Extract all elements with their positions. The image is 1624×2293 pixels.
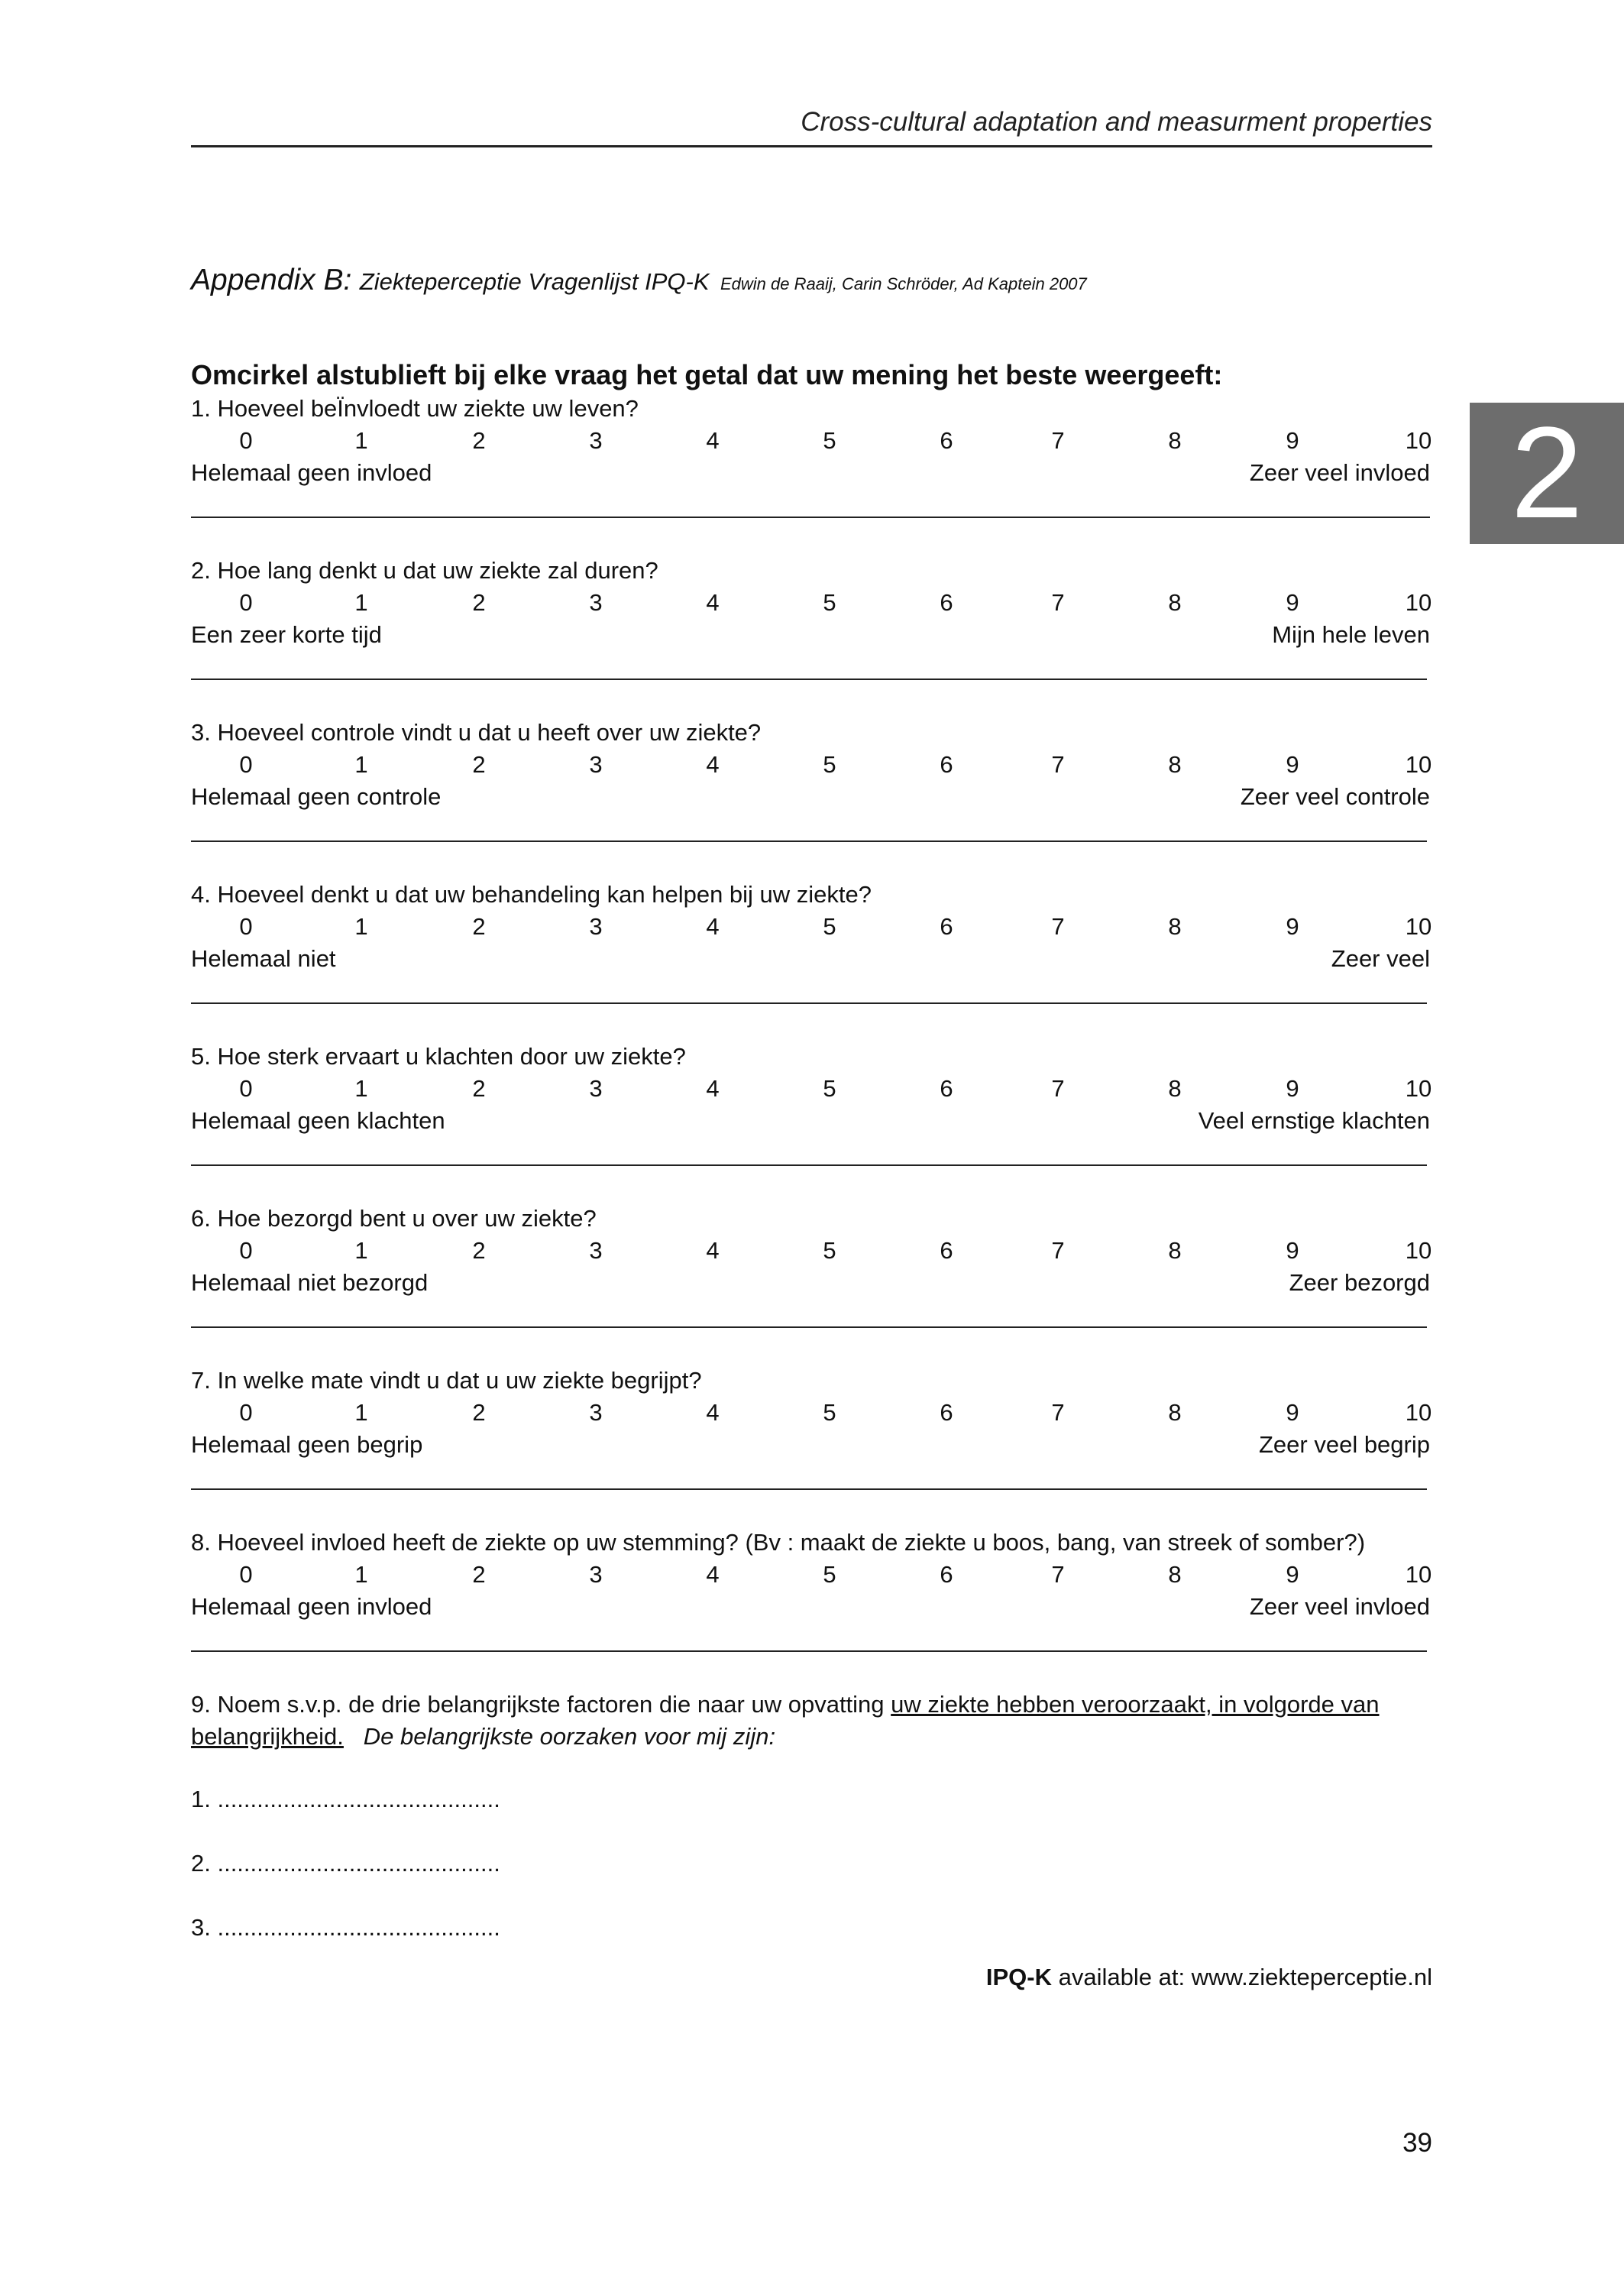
answer-line-3[interactable]: 3. ........................................... xyxy=(191,1914,500,1941)
scale-anchors xyxy=(191,781,1432,813)
scale-option-9[interactable]: 9 xyxy=(1286,1075,1299,1102)
question-divider xyxy=(191,840,1427,842)
low-anchor: Een zeer korte tijd xyxy=(191,621,382,648)
scale-anchors xyxy=(191,1105,1432,1137)
scale-option-4[interactable]: 4 xyxy=(706,913,720,940)
scale-option-8[interactable]: 8 xyxy=(1168,427,1182,454)
question-text: 3. Hoeveel controle vindt u dat u heeft over uw ziekte? xyxy=(191,719,762,746)
scale-option-3[interactable]: 3 xyxy=(589,913,603,940)
scale-option-5[interactable]: 5 xyxy=(823,1561,836,1588)
scale-anchors xyxy=(191,1591,1432,1623)
scale-option-0[interactable]: 0 xyxy=(239,1399,253,1426)
scale-option-0[interactable]: 0 xyxy=(239,913,253,940)
scale-option-1[interactable]: 1 xyxy=(354,913,368,940)
scale-option-8[interactable]: 8 xyxy=(1168,913,1182,940)
scale-option-7[interactable]: 7 xyxy=(1051,913,1065,940)
scale-option-5[interactable]: 5 xyxy=(823,1399,836,1426)
question-text: 1. Hoeveel beÏnvloedt uw ziekte uw leven? xyxy=(191,395,639,422)
scale-anchors xyxy=(191,619,1432,651)
answer-line-2[interactable]: 2. ........................................... xyxy=(191,1850,500,1877)
scale-option-5[interactable]: 5 xyxy=(823,589,836,616)
question-divider xyxy=(191,517,1430,518)
scale-option-3[interactable]: 3 xyxy=(589,589,603,616)
availability-tag: IPQ-K xyxy=(985,1964,1053,1990)
rating-scale xyxy=(191,425,1432,457)
question-divider xyxy=(191,1002,1427,1004)
scale-option-4[interactable]: 4 xyxy=(706,1399,720,1426)
scale-option-6[interactable]: 6 xyxy=(940,589,953,616)
question-9-lead: De belangrijkste oorzaken voor mij zijn: xyxy=(363,1723,776,1750)
question-9 xyxy=(191,1689,1451,1753)
rating-scale xyxy=(191,1073,1432,1105)
availability-note xyxy=(986,1964,1432,1991)
scale-option-2[interactable]: 2 xyxy=(472,751,486,778)
scale-option-4[interactable]: 4 xyxy=(706,1561,720,1588)
high-anchor: Zeer veel invloed xyxy=(1249,459,1430,486)
rating-scale xyxy=(191,1397,1432,1429)
scale-option-8[interactable]: 8 xyxy=(1168,1561,1182,1588)
question-text: 2. Hoe lang denkt u dat uw ziekte zal duren? xyxy=(191,557,658,584)
scale-option-1[interactable]: 1 xyxy=(354,751,368,778)
rating-scale xyxy=(191,911,1432,943)
question-2 xyxy=(191,555,1432,651)
scale-option-0[interactable]: 0 xyxy=(239,1561,253,1588)
question-text: 4. Hoeveel denkt u dat uw behandeling kan helpen bij uw ziekte? xyxy=(191,881,872,908)
scale-option-3[interactable]: 3 xyxy=(589,751,603,778)
answer-line-1[interactable]: 1. ........................................... xyxy=(191,1786,500,1812)
scale-option-5[interactable]: 5 xyxy=(823,751,836,778)
low-anchor: Helemaal geen invloed xyxy=(191,459,432,486)
scale-option-9[interactable]: 9 xyxy=(1286,427,1299,454)
low-anchor: Helemaal niet bezorgd xyxy=(191,1269,429,1296)
scale-option-2[interactable]: 2 xyxy=(472,1561,486,1588)
scale-option-7[interactable]: 7 xyxy=(1051,1399,1065,1426)
question-7 xyxy=(191,1365,1432,1461)
question-8 xyxy=(191,1527,1432,1623)
high-anchor: Zeer veel begrip xyxy=(1258,1431,1430,1458)
low-anchor: Helemaal geen begrip xyxy=(191,1431,423,1458)
scale-option-10[interactable]: 10 xyxy=(1405,1399,1432,1426)
question-divider xyxy=(191,1164,1427,1166)
rating-scale xyxy=(191,587,1432,619)
scale-anchors xyxy=(191,943,1432,975)
high-anchor: Zeer veel xyxy=(1331,945,1430,972)
scale-option-10[interactable]: 10 xyxy=(1405,427,1432,454)
scale-option-6[interactable]: 6 xyxy=(940,427,953,454)
question-divider xyxy=(191,1326,1427,1328)
question-text: 7. In welke mate vindt u dat u uw ziekte begrijpt? xyxy=(191,1367,702,1394)
rating-scale xyxy=(191,749,1432,781)
scale-option-4[interactable]: 4 xyxy=(706,589,720,616)
low-anchor: Helemaal geen invloed xyxy=(191,1593,432,1620)
page-header xyxy=(191,99,1432,147)
availability-text: available at: www.ziekteperceptie.nl xyxy=(1052,1964,1432,1990)
question-9-intro: 9. Noem s.v.p. de drie belangrijkste factoren die naar uw opvatting xyxy=(191,1691,891,1718)
scale-option-2[interactable]: 2 xyxy=(472,913,486,940)
rating-scale xyxy=(191,1559,1432,1591)
scale-option-0[interactable]: 0 xyxy=(239,1237,253,1264)
question-9-underlined: uw ziekte hebben veroorzaakt, in volgorde van belangrijkheid. xyxy=(191,1691,1380,1750)
scale-option-8[interactable]: 8 xyxy=(1168,1399,1182,1426)
scale-option-7[interactable]: 7 xyxy=(1051,427,1065,454)
scale-option-9[interactable]: 9 xyxy=(1286,1237,1299,1264)
scale-option-6[interactable]: 6 xyxy=(940,1399,953,1426)
scale-option-10[interactable]: 10 xyxy=(1405,1237,1432,1264)
scale-option-6[interactable]: 6 xyxy=(940,1561,953,1588)
scale-option-2[interactable]: 2 xyxy=(472,1237,486,1264)
question-text: 6. Hoe bezorgd bent u over uw ziekte? xyxy=(191,1205,597,1232)
low-anchor: Helemaal geen controle xyxy=(191,783,442,810)
question-divider xyxy=(191,679,1427,680)
high-anchor: Mijn hele leven xyxy=(1272,621,1430,648)
scale-option-4[interactable]: 4 xyxy=(706,751,720,778)
scale-option-1[interactable]: 1 xyxy=(354,589,368,616)
scale-option-10[interactable]: 10 xyxy=(1405,913,1432,940)
scale-option-1[interactable]: 1 xyxy=(354,427,368,454)
question-1 xyxy=(191,393,1432,489)
low-anchor: Helemaal geen klachten xyxy=(191,1107,445,1134)
scale-option-5[interactable]: 5 xyxy=(823,1237,836,1264)
question-4 xyxy=(191,879,1432,975)
scale-option-6[interactable]: 6 xyxy=(940,1237,953,1264)
scale-option-6[interactable]: 6 xyxy=(940,751,953,778)
question-text: 8. Hoeveel invloed heeft de ziekte op uw stemming? (Bv : maakt de ziekte u boos, bang, van streek of somber?) xyxy=(191,1529,1366,1556)
appendix-title: Ziekteperceptie Vragenlijst IPQ-K xyxy=(359,268,710,295)
question-5 xyxy=(191,1041,1432,1137)
scale-option-3[interactable]: 3 xyxy=(589,1399,603,1426)
question-text: 5. Hoe sterk ervaart u klachten door uw ziekte? xyxy=(191,1043,686,1070)
scale-option-7[interactable]: 7 xyxy=(1051,589,1065,616)
scale-option-0[interactable]: 0 xyxy=(239,751,253,778)
instruction: Omcirkel alstublieft bij elke vraag het getal dat uw mening het beste weergeeft: xyxy=(191,359,1223,390)
scale-option-2[interactable]: 2 xyxy=(472,1399,486,1426)
scale-option-1[interactable]: 1 xyxy=(354,1237,368,1264)
scale-option-9[interactable]: 9 xyxy=(1286,589,1299,616)
scale-option-0[interactable]: 0 xyxy=(239,1075,253,1102)
scale-option-4[interactable]: 4 xyxy=(706,1237,720,1264)
question-3 xyxy=(191,717,1432,813)
scale-option-8[interactable]: 8 xyxy=(1168,589,1182,616)
scale-option-4[interactable]: 4 xyxy=(706,1075,720,1102)
scale-option-2[interactable]: 2 xyxy=(472,427,486,454)
high-anchor: Zeer veel controle xyxy=(1240,783,1430,810)
question-divider xyxy=(191,1650,1427,1652)
scale-option-10[interactable]: 10 xyxy=(1405,589,1432,616)
scale-option-0[interactable]: 0 xyxy=(239,427,253,454)
scale-option-10[interactable]: 10 xyxy=(1405,1075,1432,1102)
scale-option-1[interactable]: 1 xyxy=(354,1075,368,1102)
scale-option-9[interactable]: 9 xyxy=(1286,751,1299,778)
scale-option-3[interactable]: 3 xyxy=(589,1075,603,1102)
scale-option-3[interactable]: 3 xyxy=(589,1561,603,1588)
scale-anchors xyxy=(191,1429,1432,1461)
scale-option-5[interactable]: 5 xyxy=(823,427,836,454)
scale-option-3[interactable]: 3 xyxy=(589,427,603,454)
scale-option-8[interactable]: 8 xyxy=(1168,1237,1182,1264)
scale-option-9[interactable]: 9 xyxy=(1286,1561,1299,1588)
scale-option-7[interactable]: 7 xyxy=(1051,1561,1065,1588)
scale-option-8[interactable]: 8 xyxy=(1168,751,1182,778)
scale-option-1[interactable]: 1 xyxy=(354,1399,368,1426)
scale-option-1[interactable]: 1 xyxy=(354,1561,368,1588)
appendix-heading xyxy=(191,264,1087,297)
scale-option-8[interactable]: 8 xyxy=(1168,1075,1182,1102)
rating-scale xyxy=(191,1235,1432,1267)
scale-option-3[interactable]: 3 xyxy=(589,1237,603,1264)
high-anchor: Zeer bezorgd xyxy=(1289,1269,1430,1296)
question-divider xyxy=(191,1488,1427,1490)
low-anchor: Helemaal niet xyxy=(191,945,336,972)
scale-option-10[interactable]: 10 xyxy=(1405,751,1432,778)
running-title: Cross-cultural adaptation and measurment properties xyxy=(801,107,1432,137)
scale-anchors xyxy=(191,457,1432,489)
scale-option-6[interactable]: 6 xyxy=(940,913,953,940)
chapter-tab: 2 xyxy=(1470,403,1624,544)
scale-option-7[interactable]: 7 xyxy=(1051,1237,1065,1264)
appendix-authors: Edwin de Raaij, Carin Schröder, Ad Kaptein 2007 xyxy=(720,274,1087,293)
high-anchor: Zeer veel invloed xyxy=(1249,1593,1430,1620)
scale-option-0[interactable]: 0 xyxy=(239,589,253,616)
scale-option-7[interactable]: 7 xyxy=(1051,1075,1065,1102)
high-anchor: Veel ernstige klachten xyxy=(1198,1107,1430,1134)
scale-option-2[interactable]: 2 xyxy=(472,1075,486,1102)
scale-option-10[interactable]: 10 xyxy=(1405,1561,1432,1588)
question-6 xyxy=(191,1203,1432,1299)
scale-option-2[interactable]: 2 xyxy=(472,589,486,616)
scale-option-4[interactable]: 4 xyxy=(706,427,720,454)
scale-option-9[interactable]: 9 xyxy=(1286,1399,1299,1426)
scale-option-9[interactable]: 9 xyxy=(1286,913,1299,940)
scale-option-5[interactable]: 5 xyxy=(823,1075,836,1102)
page-number: 39 xyxy=(1402,2128,1432,2158)
scale-option-7[interactable]: 7 xyxy=(1051,751,1065,778)
scale-option-5[interactable]: 5 xyxy=(823,913,836,940)
appendix-label: Appendix B: xyxy=(191,264,352,296)
scale-anchors xyxy=(191,1267,1432,1299)
scale-option-6[interactable]: 6 xyxy=(940,1075,953,1102)
